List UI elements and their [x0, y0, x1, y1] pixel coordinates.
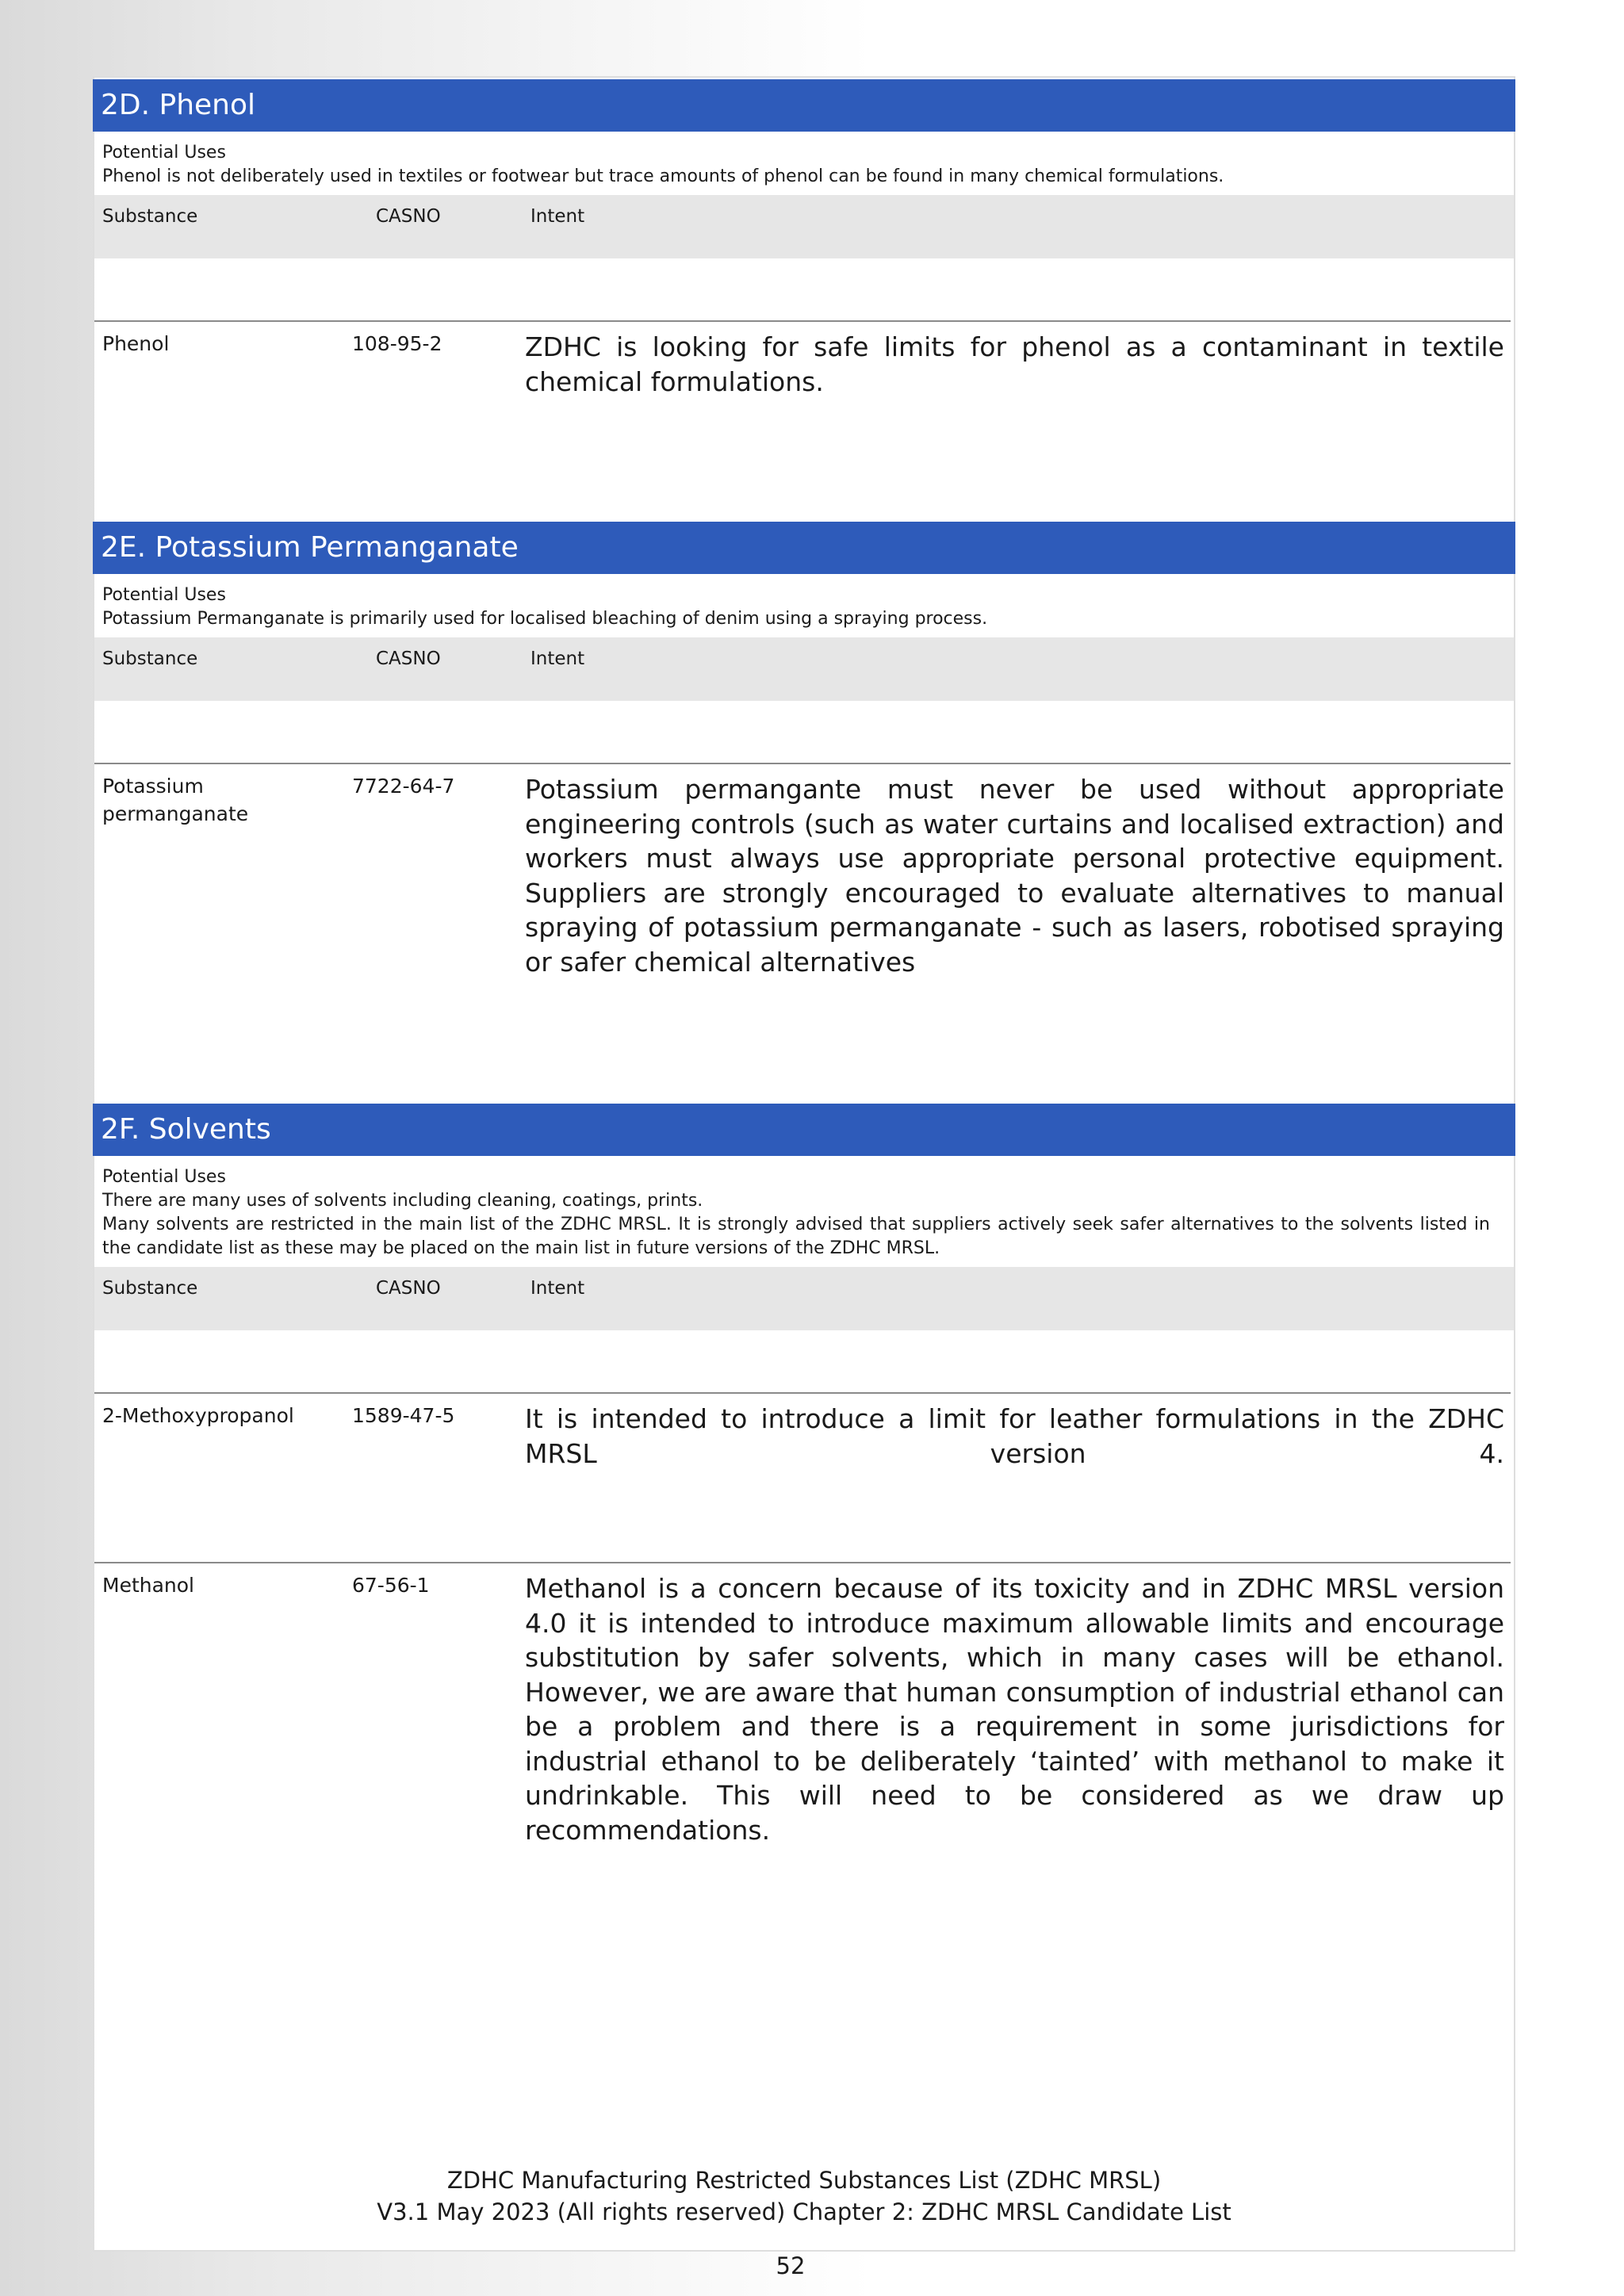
table-row — [94, 1392, 1511, 1562]
header-casno: CASNO — [376, 649, 441, 669]
substance-name: 2-Methoxypropanol — [102, 1404, 294, 1427]
cas-number: 108-95-2 — [352, 332, 442, 355]
section-title: 2D. Phenol — [93, 79, 1515, 132]
header-substance: Substance — [102, 649, 198, 669]
intent-text: Methanol is a concern because of its toxicity and in ZDHC MRSL version 4.0 it is intended to introduce maximum allowable limits and encourage substitution by safer solvents, which in many cases will be ethanol. However, we are aware that human consumption of industrial ethanol can be a problem and there is a requirement in some jurisdictions for industrial ethanol to be deliberately ‘tainted’ with methanol to make it undrinkable. This will need to be considered as we draw up recommendations. — [525, 1573, 1504, 1846]
intent-text: It is intended to introduce a limit for leather formulations in the ZDHC MRSL version 4. — [525, 1403, 1504, 1469]
potential-uses-text: Potassium Permanganate is primarily used for localised bleaching of denim using a spraying process. — [102, 609, 988, 629]
header-intent: Intent — [530, 206, 585, 227]
header-substance: Substance — [102, 1278, 198, 1299]
section-phenol — [94, 79, 1514, 520]
table-row — [94, 1562, 1511, 1881]
table-row — [94, 320, 1511, 520]
cas-number: 7722-64-7 — [352, 775, 455, 798]
substance-name: Potassium permanganate — [102, 775, 249, 825]
potential-uses — [94, 132, 1514, 186]
table-row — [94, 763, 1511, 1104]
header-intent: Intent — [530, 1278, 585, 1299]
potential-uses-text: There are many uses of solvents including cleaning, coatings, prints. — [102, 1191, 703, 1211]
section-title: 2F. Solvents — [93, 1104, 1515, 1156]
header-casno: CASNO — [376, 1278, 441, 1299]
cas-number: 67-56-1 — [352, 1574, 430, 1597]
section-potassium-permanganate — [94, 522, 1514, 1104]
intent-text: ZDHC is looking for safe limits for phenol as a contaminant in textile chemical formulations. — [525, 331, 1504, 397]
potential-uses-label: Potential Uses — [102, 1167, 226, 1187]
potential-uses-label: Potential Uses — [102, 143, 226, 163]
section-solvents — [94, 1104, 1514, 1881]
table-header-row — [94, 1267, 1514, 1330]
table-header-row — [94, 637, 1514, 701]
footer-line-version: V3.1 May 2023 (All rights reserved) Chapter 2: ZDHC MRSL Candidate List — [377, 2198, 1231, 2225]
substance-name: Phenol — [102, 332, 170, 355]
potential-uses-text: Phenol is not deliberately used in textiles or footwear but trace amounts of phenol can be found in many chemical formulations. — [102, 166, 1224, 186]
header-casno: CASNO — [376, 206, 441, 227]
intent-text: Potassium permangante must never be used without appropriate engineering controls (such as water curtains and localised extraction) and workers must always use appropriate personal protective equipment. Suppliers are strongly encouraged to evaluate alternatives to manual spraying of potassium permanganate - such as lasers, robotised spraying or safer chemical alternatives — [525, 774, 1504, 978]
potential-uses — [94, 574, 1514, 629]
footer-line-title: ZDHC Manufacturing Restricted Substances List (ZDHC MRSL) — [446, 2167, 1162, 2194]
table-spacer — [94, 258, 1514, 320]
potential-uses-label: Potential Uses — [102, 585, 226, 605]
table-spacer — [94, 701, 1514, 763]
section-title: 2E. Potassium Permanganate — [93, 522, 1515, 574]
table-spacer — [94, 1330, 1514, 1392]
potential-uses-text: Many solvents are restricted in the main list of the ZDHC MRSL. It is strongly advised that suppliers actively seek safer alternatives to the solvents listed in the candidate list as these may be placed on the main list in future versions of the ZDHC MRSL. — [102, 1215, 1490, 1258]
table-header-row — [94, 195, 1514, 258]
page-footer — [94, 2164, 1514, 2228]
document-page — [93, 76, 1515, 2252]
header-substance: Substance — [102, 206, 198, 227]
header-intent: Intent — [530, 649, 585, 669]
cas-number: 1589-47-5 — [352, 1404, 455, 1427]
potential-uses — [94, 1156, 1514, 1267]
substance-name: Methanol — [102, 1574, 195, 1597]
page-number: 52 — [776, 2252, 806, 2279]
